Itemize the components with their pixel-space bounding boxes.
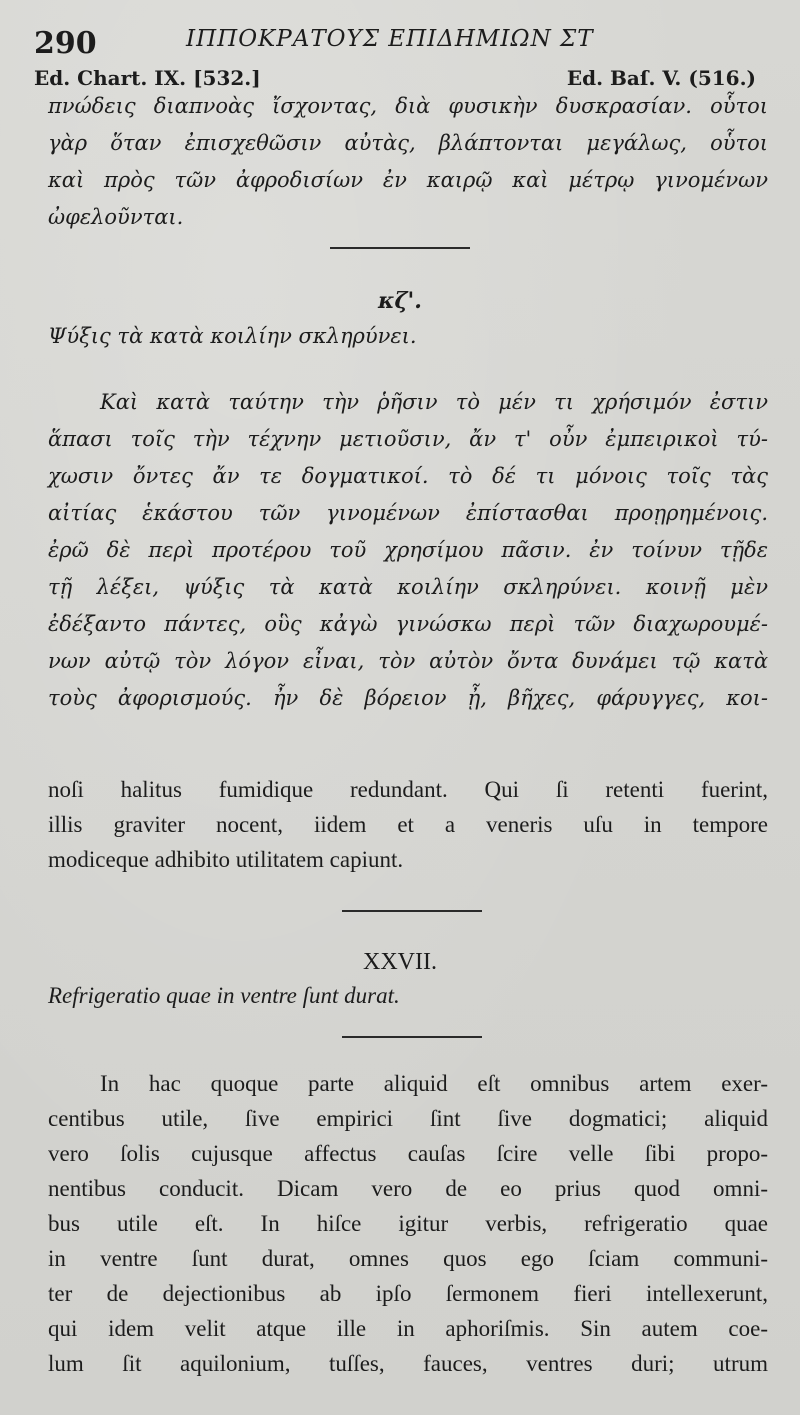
greek-aphorism: Ψύξις τὰ κατὰ κοιλίην σκληρύνει. xyxy=(48,324,417,348)
text-line: αἰτίας ἑκάστου τῶν γινομένων ἐπίστασθαι προῃρημένοις. xyxy=(48,501,768,525)
text-line: καὶ πρὸς τῶν ἀφροδισίων ἐν καιρῷ καὶ μέτρῳ γινομένων xyxy=(48,168,768,192)
text-line: πνώδεις διαπνοὰς ἴσχοντας, διὰ φυσικὴν δυσκρασίαν. οὗτοι xyxy=(48,94,768,118)
text-line: In hac quoque parte aliquid eſt omnibus artem exer- xyxy=(100,1071,768,1096)
latin-aphorism: Refrigeratio quae in ventre ſunt durat. xyxy=(48,983,400,1008)
latin-text-top xyxy=(48,772,768,877)
text-line: ἐδέξαντο πάντες, οὓς κἀγὼ γινώσκω περὶ τῶν διαχωρουμέ- xyxy=(48,612,768,636)
text-line: νων αὐτῷ τὸν λόγον εἶναι, τὸν αὐτὸν ὄντα δυνάμει τῷ κατὰ xyxy=(48,649,768,673)
text-line: nentibus conducit. Dicam vero de eo prius quod omni- xyxy=(48,1176,768,1201)
section-divider xyxy=(330,247,470,249)
text-line: bus utile eſt. In hiſce igitur verbis, refrigeratio quae xyxy=(48,1211,768,1236)
text-line: ter de dejectionibus ab ipſo ſermonem fieri intellexerunt, xyxy=(48,1281,768,1306)
text-line: centibus utile, ſive empirici ſint ſive dogmatici; aliquid xyxy=(48,1106,768,1131)
text-line: τοὺς ἀφορισμούς. ἦν δὲ βόρειον ᾖ, βῆχες, φάρυγγες, κοι- xyxy=(48,686,768,710)
text-line: Καὶ κατὰ ταύτην τὴν ῥῆσιν τὸ μέν τι χρήσιμόν ἐστιν xyxy=(100,390,768,414)
text-line: χωσιν ὄντες ἄν τε δογματικοί. τὸ δέ τι μόνοις τοῖς τὰς xyxy=(48,464,768,488)
latin-commentary xyxy=(48,1066,768,1381)
text-line: τῇ λέξει, ψύξις τὰ κατὰ κοιλίην σκληρύνει. κοινῇ μὲν xyxy=(48,575,768,599)
text-line: vero ſolis cujusque affectus cauſas ſcire velle ſibi propo- xyxy=(48,1141,768,1166)
section-divider xyxy=(342,910,482,912)
text-line: illis graviter nocent, iidem et a veneris uſu in tempore xyxy=(48,812,768,837)
greek-commentary xyxy=(48,384,768,717)
greek-text-top xyxy=(48,88,768,236)
page-number: 290 xyxy=(34,26,97,61)
text-line: in ventre ſunt durat, omnes quos ego ſciam communi- xyxy=(48,1246,768,1271)
text-line: ὠφελοῦνται. xyxy=(48,205,184,229)
greek-section-number: κζ'. xyxy=(378,288,422,314)
edition-reference-left: Ed. Chart. IX. [532.] xyxy=(34,66,261,90)
text-line: modiceque adhibito utilitatem capiunt. xyxy=(48,847,404,872)
text-line: ἐρῶ δὲ περὶ προτέρου τοῦ χρησίμου πᾶσιν. ἐν τοίνυν τῇδε xyxy=(48,538,768,562)
section-divider xyxy=(342,1036,482,1038)
text-line: ἅπασι τοῖς τὴν τέχνην μετιοῦσιν, ἄν τ' οὖν ἐμπειρικοὶ τύ- xyxy=(48,427,768,451)
text-line: noſi halitus fumidique redundant. Qui ſi retenti fuerint, xyxy=(48,777,768,802)
text-line: lum ſit aquilonium, tuſſes, fauces, ventres duri; utrum xyxy=(48,1351,768,1376)
text-line: qui idem velit atque ille in aphoriſmis. Sin autem coe- xyxy=(48,1316,768,1341)
text-line: γὰρ ὅταν ἐπισχεθῶσιν αὐτὰς, βλάπτονται μεγάλως, οὗτοι xyxy=(48,131,768,155)
running-head: ΙΠΠΟΚΡΑΤΟΥΣ ΕΠΙΔΗΜΙΩΝ ΣΤ xyxy=(186,26,594,52)
edition-reference-right: Ed. Baſ. V. (516.) xyxy=(566,66,756,90)
page-header xyxy=(34,20,770,60)
latin-section-number: XXVII. xyxy=(363,949,437,975)
